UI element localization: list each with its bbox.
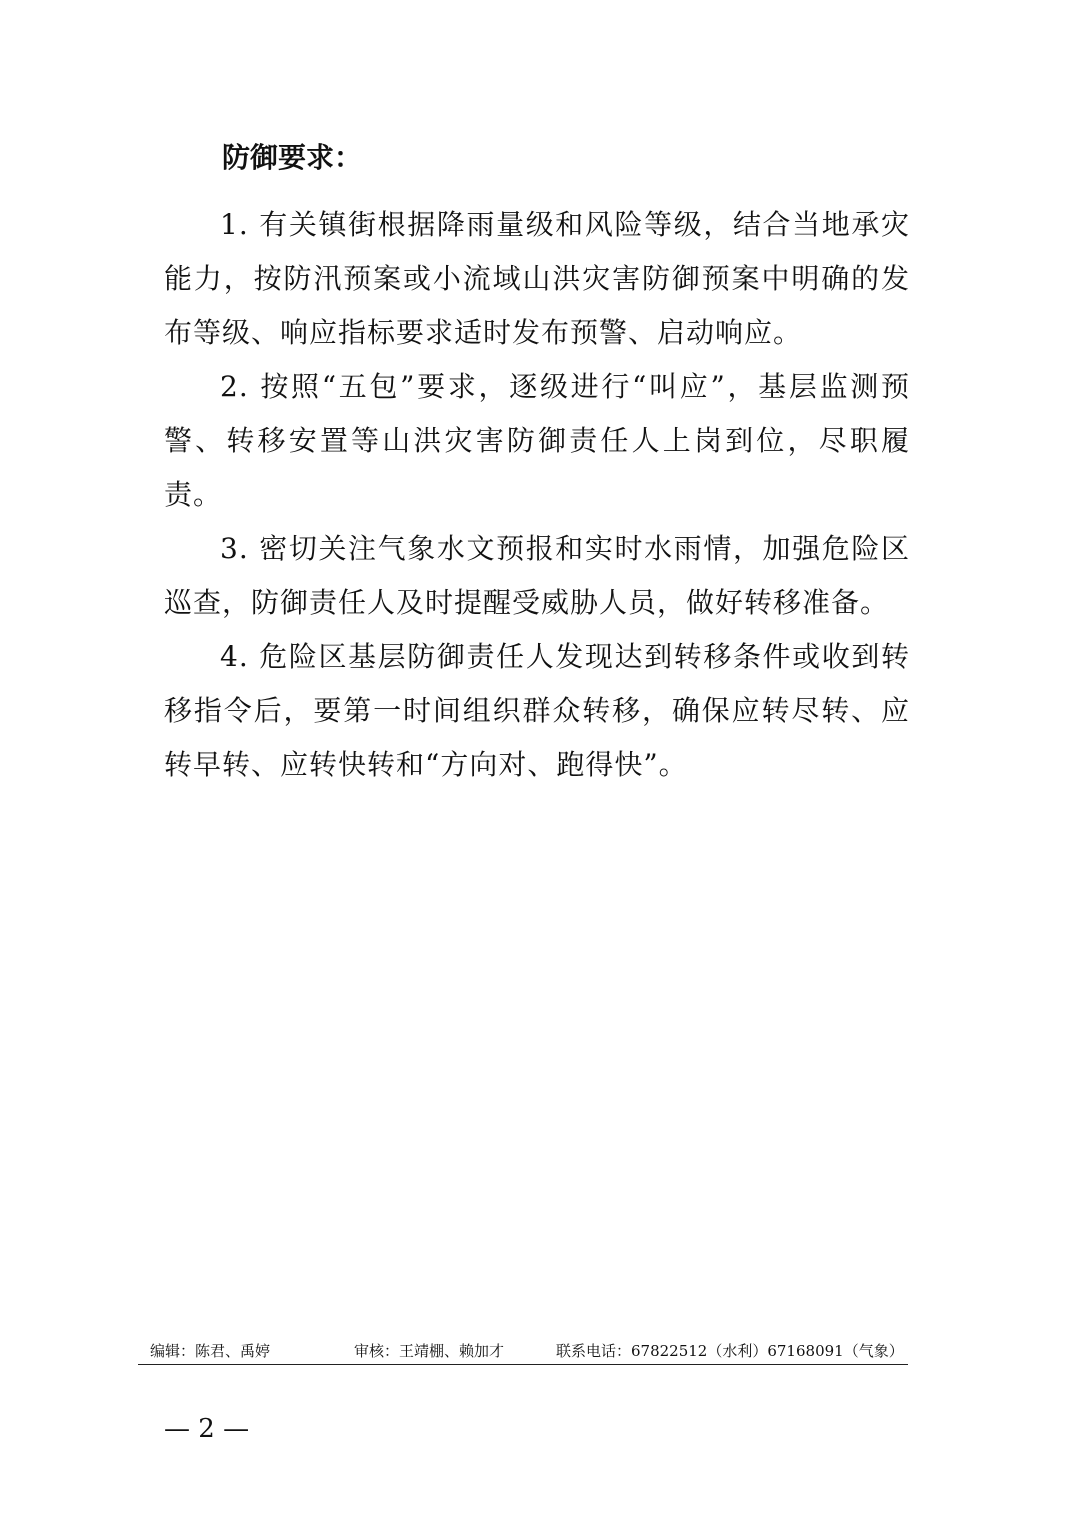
requirement-paragraph-4: 4. 危险区基层防御责任人发现达到转移条件或收到转移指令后，要第一时间组织群众转移，确保应转尽转、应转早转、应转快转和“方向对、跑得快”。 [164,640,910,781]
footer-reviewers: 审核：王靖棚、赖加才 [354,1342,505,1360]
footer-contact: 联系电话：67822512（水利）67168091（气象） [556,1342,904,1360]
section-heading: 防御要求： [222,141,363,174]
document-footer [138,1340,908,1365]
requirement-paragraph-1: 1. 有关镇街根据降雨量级和风险等级，结合当地承灾能力，按防汛预案或小流域山洪灾害防御预案中明确的发布等级、响应指标要求适时发布预警、启动响应。 [164,208,910,349]
footer-editors: 编辑：陈君、禹婷 [150,1342,271,1360]
requirement-paragraph-3: 3. 密切关注气象水文预报和实时水雨情，加强危险区巡查，防御责任人及时提醒受威胁人员，做好转移准备。 [164,532,910,619]
requirements-body [164,198,910,792]
requirement-paragraph-2: 2. 按照“五包”要求，逐级进行“叫应”，基层监测预警、转移安置等山洪灾害防御责任人上岗到位，尽职履责。 [164,370,910,511]
page-number: — 2 — [164,1414,250,1444]
